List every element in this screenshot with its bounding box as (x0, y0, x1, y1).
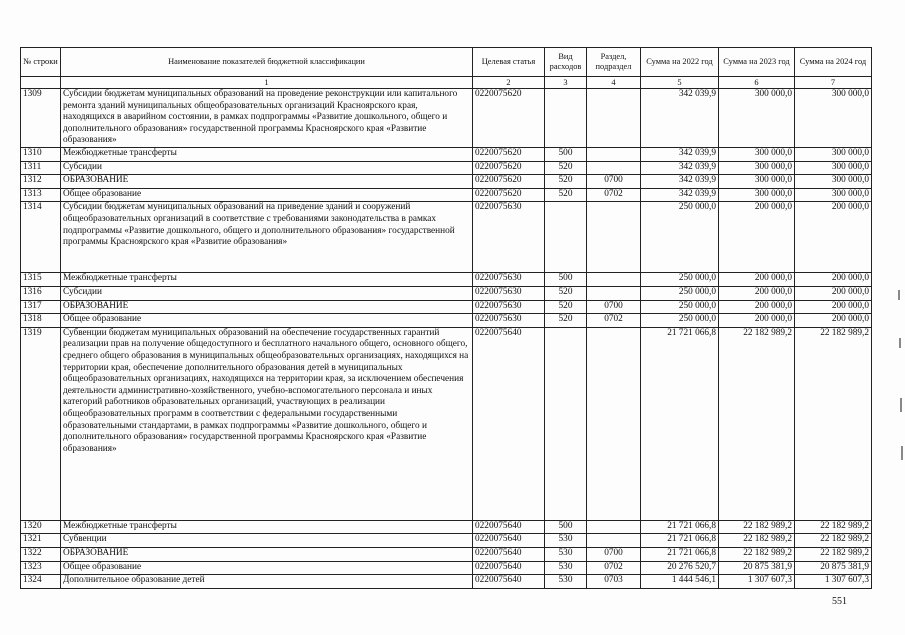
budget-sheet (20, 47, 872, 589)
section-cell: 0702 (587, 314, 641, 328)
scan-edge-mark (901, 446, 903, 460)
table-row (21, 175, 872, 189)
indicator-name-cell: Дополнительное образование детей (61, 575, 473, 589)
table-row (21, 561, 872, 575)
sum-2024-cell: 300 000,0 (795, 161, 872, 175)
target-article-cell: 0220075630 (473, 202, 545, 273)
row-number-cell: 1310 (21, 148, 61, 162)
table-row (21, 202, 872, 273)
sum-2023-cell: 200 000,0 (719, 202, 795, 273)
sum-2023-cell: 300 000,0 (719, 188, 795, 202)
row-number-cell: 1320 (21, 520, 61, 534)
sum-2023-cell: 300 000,0 (719, 175, 795, 189)
sum-2023-cell: 200 000,0 (719, 300, 795, 314)
row-number-cell: 1309 (21, 89, 61, 148)
column-number: 2 (473, 77, 545, 89)
header-row (21, 48, 872, 77)
scan-edge-mark (898, 290, 900, 300)
row-number-cell: 1323 (21, 561, 61, 575)
sum-2023-cell: 200 000,0 (719, 314, 795, 328)
column-number: 6 (719, 77, 795, 89)
indicator-name-cell: ОБРАЗОВАНИЕ (61, 547, 473, 561)
column-number: 7 (795, 77, 872, 89)
target-article-cell: 0220075620 (473, 148, 545, 162)
table-row (21, 314, 872, 328)
expense-type-cell: 500 (545, 520, 587, 534)
sum-2022-cell: 342 039,9 (641, 188, 719, 202)
expense-type-cell: 520 (545, 286, 587, 300)
sum-2022-cell: 1 444 546,1 (641, 575, 719, 589)
section-cell (587, 273, 641, 287)
table-body (21, 89, 872, 589)
scan-edge-mark (899, 338, 901, 348)
section-cell (587, 534, 641, 548)
sum-2024-cell: 300 000,0 (795, 175, 872, 189)
indicator-name-cell: Субвенции бюджетам муниципальных образований на обеспечение государственных гарантий реализации прав на получение общедоступного и бесплатного начального общего, основного общего, среднего общего образования в муниципальных общеобразовательных организациях, находящихся на территории края, обеспечение дополнительного образования детей в муниципальных общеобразовательных организациях, находящихся на территории края, за исключением обеспечения деятельности административно-хозяйственного, учебно-вспомогательного персонала и иных категорий работников образовательных организаций, участвующих в реализации общеобразовательных программ в соответствии с федеральными государственными образовательными стандартами, в рамках подпрограммы «Развитие дошкольного, общего и дополнительного образования» государственной программы Красноярского края «Развитие образования» (61, 327, 473, 520)
sum-2022-cell: 342 039,9 (641, 175, 719, 189)
section-cell: 0703 (587, 575, 641, 589)
section-cell: 0702 (587, 561, 641, 575)
sum-2022-cell: 342 039,9 (641, 89, 719, 148)
column-number: 3 (545, 77, 587, 89)
table-row (21, 161, 872, 175)
sum-2024-cell: 22 182 989,2 (795, 520, 872, 534)
row-number-cell: 1311 (21, 161, 61, 175)
sum-2024-cell: 200 000,0 (795, 273, 872, 287)
sum-2023-cell: 300 000,0 (719, 161, 795, 175)
indicator-name-cell: ОБРАЗОВАНИЕ (61, 300, 473, 314)
table-row (21, 534, 872, 548)
indicator-name-cell: Субсидии (61, 161, 473, 175)
section-cell: 0700 (587, 300, 641, 314)
target-article-cell: 0220075640 (473, 575, 545, 589)
target-article-cell: 0220075640 (473, 561, 545, 575)
sum-2022-cell: 250 000,0 (641, 286, 719, 300)
indicator-name-cell: Общее образование (61, 561, 473, 575)
sum-2022-cell: 250 000,0 (641, 202, 719, 273)
sum-2022-cell: 342 039,9 (641, 161, 719, 175)
sum-2023-cell: 22 182 989,2 (719, 534, 795, 548)
target-article-cell: 0220075640 (473, 547, 545, 561)
column-number: 4 (587, 77, 641, 89)
section-cell: 0700 (587, 175, 641, 189)
sum-2023-cell: 22 182 989,2 (719, 520, 795, 534)
target-article-cell: 0220075640 (473, 327, 545, 520)
row-number-cell: 1312 (21, 175, 61, 189)
header-sum-2024: Сумма на 2024 год (795, 48, 872, 77)
expense-type-cell: 500 (545, 148, 587, 162)
expense-type-cell (545, 89, 587, 148)
header-section: Раздел, подраздел (587, 48, 641, 77)
target-article-cell: 0220075620 (473, 161, 545, 175)
sum-2022-cell: 250 000,0 (641, 273, 719, 287)
indicator-name-cell: Субсидии бюджетам муниципальных образований на проведение реконструкции или капитального ремонта зданий муниципальных общеобразовательных организаций Красноярского края, находящихся в аварийном состоянии, в рамках подпрограммы «Развитие дошкольного, общего и дополнительного образования» государственной программы Красноярского края «Развитие образования» (61, 89, 473, 148)
budget-table (20, 47, 872, 589)
target-article-cell: 0220075640 (473, 520, 545, 534)
row-number-cell: 1318 (21, 314, 61, 328)
sum-2023-cell: 300 000,0 (719, 148, 795, 162)
table-row (21, 148, 872, 162)
table-row (21, 520, 872, 534)
indicator-name-cell: ОБРАЗОВАНИЕ (61, 175, 473, 189)
row-number-cell: 1313 (21, 188, 61, 202)
indicator-name-cell: Общее образование (61, 188, 473, 202)
column-number: 5 (641, 77, 719, 89)
expense-type-cell (545, 202, 587, 273)
target-article-cell: 0220075620 (473, 175, 545, 189)
expense-type-cell: 530 (545, 534, 587, 548)
section-cell (587, 520, 641, 534)
sum-2023-cell: 300 000,0 (719, 89, 795, 148)
expense-type-cell: 520 (545, 161, 587, 175)
sum-2024-cell: 200 000,0 (795, 202, 872, 273)
header-row-number: № строки (21, 48, 61, 77)
indicator-name-cell: Общее образование (61, 314, 473, 328)
section-cell (587, 161, 641, 175)
sum-2024-cell: 22 182 989,2 (795, 327, 872, 520)
sum-2024-cell: 22 182 989,2 (795, 547, 872, 561)
sum-2024-cell: 22 182 989,2 (795, 534, 872, 548)
expense-type-cell: 530 (545, 547, 587, 561)
row-number-cell: 1317 (21, 300, 61, 314)
header-sum-2022: Сумма на 2022 год (641, 48, 719, 77)
sum-2022-cell: 21 721 066,8 (641, 547, 719, 561)
section-cell: 0700 (587, 547, 641, 561)
section-cell: 0702 (587, 188, 641, 202)
page-number: 551 (832, 596, 847, 607)
expense-type-cell (545, 327, 587, 520)
sum-2023-cell: 200 000,0 (719, 286, 795, 300)
row-number-cell: 1314 (21, 202, 61, 273)
sum-2022-cell: 250 000,0 (641, 300, 719, 314)
table-row (21, 273, 872, 287)
column-number (21, 77, 61, 89)
section-cell (587, 327, 641, 520)
sum-2024-cell: 20 875 381,9 (795, 561, 872, 575)
sum-2022-cell: 21 721 066,8 (641, 327, 719, 520)
expense-type-cell: 530 (545, 561, 587, 575)
indicator-name-cell: Межбюджетные трансферты (61, 148, 473, 162)
sum-2024-cell: 300 000,0 (795, 148, 872, 162)
sum-2022-cell: 20 276 520,7 (641, 561, 719, 575)
table-row (21, 575, 872, 589)
sum-2023-cell: 200 000,0 (719, 273, 795, 287)
row-number-cell: 1321 (21, 534, 61, 548)
indicator-name-cell: Субсидии (61, 286, 473, 300)
sum-2024-cell: 300 000,0 (795, 89, 872, 148)
sum-2024-cell: 300 000,0 (795, 188, 872, 202)
header-target-article: Целевая статья (473, 48, 545, 77)
section-cell (587, 89, 641, 148)
expense-type-cell: 500 (545, 273, 587, 287)
sum-2023-cell: 22 182 989,2 (719, 327, 795, 520)
table-row (21, 327, 872, 520)
expense-type-cell: 530 (545, 575, 587, 589)
row-number-cell: 1315 (21, 273, 61, 287)
scan-edge-mark (900, 398, 902, 412)
header-sum-2023: Сумма на 2023 год (719, 48, 795, 77)
indicator-name-cell: Субвенции (61, 534, 473, 548)
expense-type-cell: 520 (545, 175, 587, 189)
sum-2024-cell: 200 000,0 (795, 300, 872, 314)
indicator-name-cell: Субсидии бюджетам муниципальных образований на приведение зданий и сооружений общеобразовательных организаций в соответствие с требованиями законодательства в рамках подпрограммы «Развитие дошкольного, общего и дополнительного образования» государственной программы Красноярского края «Развитие образования» (61, 202, 473, 273)
target-article-cell: 0220075620 (473, 89, 545, 148)
sum-2022-cell: 250 000,0 (641, 314, 719, 328)
sum-2022-cell: 342 039,9 (641, 148, 719, 162)
sum-2023-cell: 22 182 989,2 (719, 547, 795, 561)
sum-2022-cell: 21 721 066,8 (641, 520, 719, 534)
row-number-cell: 1316 (21, 286, 61, 300)
sum-2024-cell: 1 307 607,3 (795, 575, 872, 589)
sum-2023-cell: 1 307 607,3 (719, 575, 795, 589)
column-number-row (21, 77, 872, 89)
target-article-cell: 0220075630 (473, 300, 545, 314)
row-number-cell: 1322 (21, 547, 61, 561)
column-number: 1 (61, 77, 473, 89)
expense-type-cell: 520 (545, 188, 587, 202)
expense-type-cell: 520 (545, 314, 587, 328)
table-row (21, 89, 872, 148)
header-indicator-name: Наименование показателей бюджетной классификации (61, 48, 473, 77)
table-row (21, 300, 872, 314)
sum-2024-cell: 200 000,0 (795, 314, 872, 328)
sum-2022-cell: 21 721 066,8 (641, 534, 719, 548)
target-article-cell: 0220075630 (473, 286, 545, 300)
target-article-cell: 0220075640 (473, 534, 545, 548)
header-expense-type: Вид расходов (545, 48, 587, 77)
table-row (21, 547, 872, 561)
section-cell (587, 286, 641, 300)
row-number-cell: 1319 (21, 327, 61, 520)
indicator-name-cell: Межбюджетные трансферты (61, 520, 473, 534)
indicator-name-cell: Межбюджетные трансферты (61, 273, 473, 287)
target-article-cell: 0220075620 (473, 188, 545, 202)
target-article-cell: 0220075630 (473, 314, 545, 328)
section-cell (587, 202, 641, 273)
section-cell (587, 148, 641, 162)
sum-2023-cell: 20 875 381,9 (719, 561, 795, 575)
expense-type-cell: 520 (545, 300, 587, 314)
target-article-cell: 0220075630 (473, 273, 545, 287)
table-row (21, 188, 872, 202)
table-row (21, 286, 872, 300)
sum-2024-cell: 200 000,0 (795, 286, 872, 300)
row-number-cell: 1324 (21, 575, 61, 589)
